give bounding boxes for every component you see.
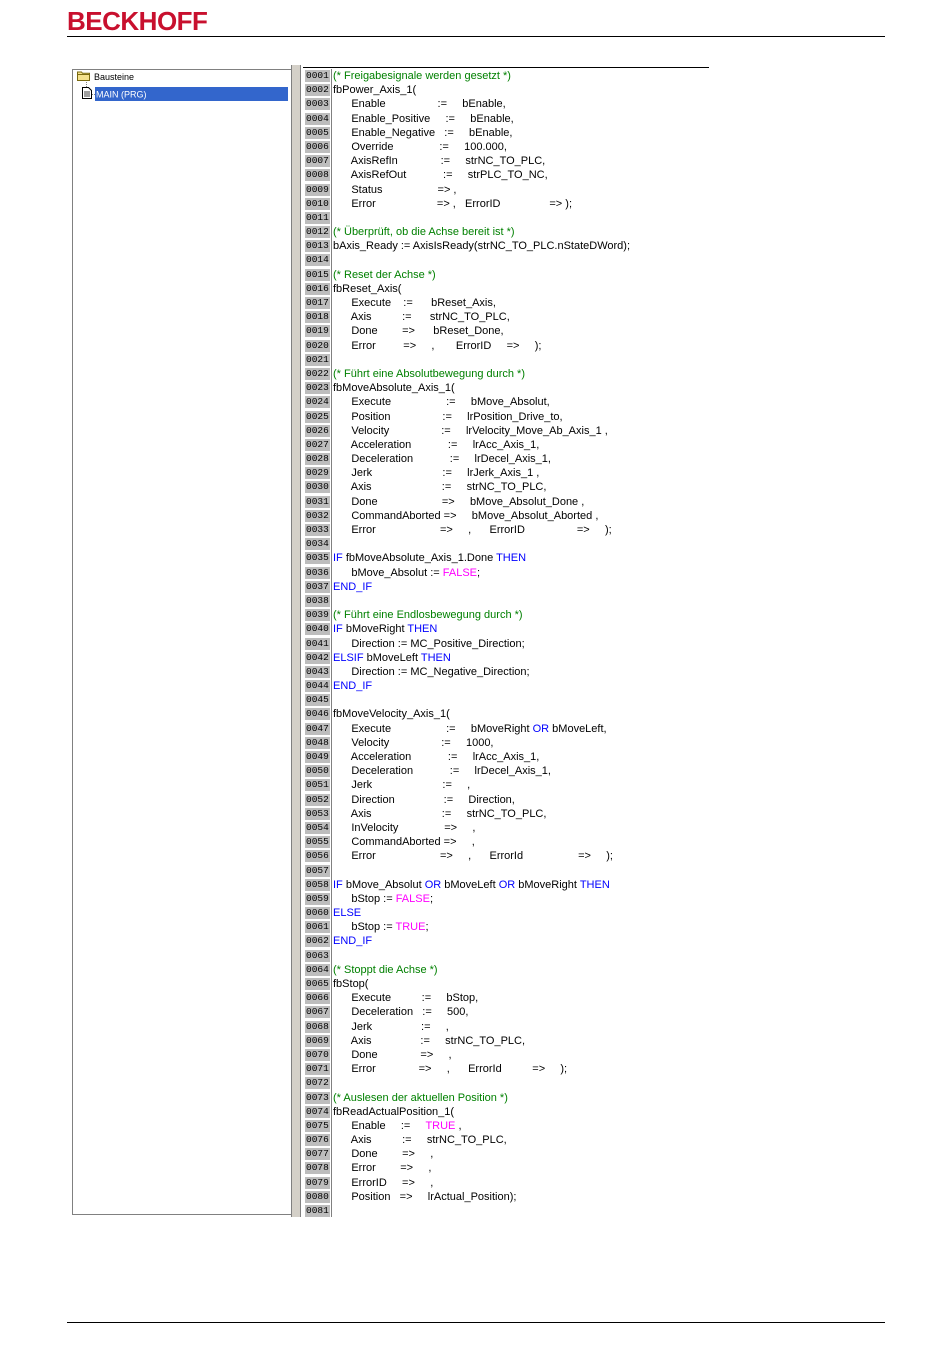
line-number: 0056 xyxy=(306,850,329,862)
line-number: 0019 xyxy=(306,325,329,337)
code-text: ErrorID => , xyxy=(333,1176,434,1189)
line-number: 0061 xyxy=(306,921,329,933)
footer-rule xyxy=(67,1322,885,1323)
code-text: Done => , xyxy=(333,1048,452,1061)
code-text: Direction := MC_Negative_Direction; xyxy=(333,665,530,678)
line-number: 0001 xyxy=(306,70,329,81)
code-text: Error => , ErrorID => ); xyxy=(333,197,572,210)
line-number: 0057 xyxy=(306,864,329,876)
line-number: 0040 xyxy=(306,623,329,635)
line-number: 0011 xyxy=(306,211,329,223)
line-number: 0058 xyxy=(306,878,329,890)
line-number: 0078 xyxy=(306,1162,329,1174)
code-text: IF bMove_Absolut OR bMoveLeft OR bMoveRight THEN xyxy=(333,878,610,891)
line-number: 0023 xyxy=(306,382,329,394)
code-text: Override := 100.000, xyxy=(333,140,507,153)
line-number: 0077 xyxy=(306,1148,329,1160)
code-text: Axis := strNC_TO_PLC, xyxy=(333,481,547,494)
line-number: 0071 xyxy=(306,1063,329,1075)
code-comment: (* Überprüft, ob die Achse bereit ist *) xyxy=(333,226,515,239)
code-text: Execute := bStop, xyxy=(333,992,479,1005)
code-text: Jerk := lrJerk_Axis_1 , xyxy=(333,467,540,480)
line-number: 0017 xyxy=(306,297,329,308)
line-number: 0029 xyxy=(306,467,329,479)
line-number: 0024 xyxy=(306,396,329,408)
code-text: IF fbMoveAbsolute_Axis_1.Done THEN xyxy=(333,552,527,565)
line-number: 0003 xyxy=(306,98,329,110)
line-number: 0045 xyxy=(306,694,329,706)
code-text: Done => bMove_Absolut_Done , xyxy=(333,495,585,508)
code-text: fbMoveVelocity_Axis_1( xyxy=(333,708,450,721)
line-number: 0035 xyxy=(306,552,329,564)
line-number: 0009 xyxy=(306,183,329,195)
code-text: Error => , ErrorId => ); xyxy=(333,1063,568,1076)
code-comment: (* Stoppt die Achse *) xyxy=(333,963,438,976)
code-text: Direction := Direction, xyxy=(333,793,515,806)
code-text: Error => , ErrorID => ); xyxy=(333,339,542,352)
code-text: Done => bReset_Done, xyxy=(333,325,504,338)
line-number: 0079 xyxy=(306,1176,329,1188)
code-text: ELSIF bMoveLeft THEN xyxy=(333,651,451,664)
code-text: Position => lrActual_Position); xyxy=(333,1190,517,1203)
line-number: 0060 xyxy=(306,907,329,919)
line-number: 0074 xyxy=(306,1105,329,1117)
line-number: 0036 xyxy=(306,566,329,578)
tree-node-label: Bausteine xyxy=(94,72,135,82)
code-text: CommandAborted => , xyxy=(333,836,475,849)
code-text: Acceleration := lrAcc_Axis_1, xyxy=(333,438,540,451)
line-number: 0055 xyxy=(306,836,329,848)
line-number: 0049 xyxy=(306,751,329,762)
code-text: END_IF xyxy=(333,580,373,593)
line-number: 0025 xyxy=(306,410,329,422)
line-number: 0048 xyxy=(306,736,329,748)
line-number: 0007 xyxy=(306,155,329,167)
code-text: Velocity := 1000, xyxy=(333,736,494,749)
code-text: Deceleration := 500, xyxy=(333,1006,469,1019)
tree-node-main-prg[interactable] xyxy=(95,87,288,101)
code-text: fbMoveAbsolute_Axis_1( xyxy=(333,382,455,395)
code-text: ELSE xyxy=(333,907,362,920)
line-number: 0052 xyxy=(306,793,329,805)
code-comment: (* Führt eine Endlosbewegung durch *) xyxy=(333,609,523,622)
line-number: 0012 xyxy=(306,226,329,238)
code-text: Execute := bMove_Absolut, xyxy=(333,396,550,409)
code-text: END_IF xyxy=(333,680,373,693)
code-comment: (* Führt eine Absolutbewegung durch *) xyxy=(333,367,526,380)
line-number: 0008 xyxy=(306,169,329,181)
line-number: 0080 xyxy=(306,1190,329,1202)
code-editor[interactable] xyxy=(303,67,713,1217)
line-number: 0064 xyxy=(306,963,329,975)
code-text: AxisRefIn := strNC_TO_PLC, xyxy=(333,155,546,168)
code-text: IF bMoveRight THEN xyxy=(333,623,438,636)
code-comment: (* Freigabesignale werden gesetzt *) xyxy=(333,70,511,82)
line-number: 0027 xyxy=(306,438,329,450)
code-text: Axis := strNC_TO_PLC, xyxy=(333,311,510,324)
line-number: 0054 xyxy=(306,821,329,833)
line-number: 0033 xyxy=(306,524,329,535)
line-number: 0053 xyxy=(306,807,329,819)
line-number: 0062 xyxy=(306,935,329,947)
line-number: 0041 xyxy=(306,637,329,649)
code-text: Position := lrPosition_Drive_to, xyxy=(333,410,563,423)
code-text: Jerk := , xyxy=(333,1020,449,1033)
line-number: 0020 xyxy=(306,339,329,351)
code-text: fbPower_Axis_1( xyxy=(333,84,417,97)
line-number: 0065 xyxy=(306,978,329,989)
code-text: Execute := bMoveRight OR bMoveLeft, xyxy=(333,722,607,735)
code-text: Axis := strNC_TO_PLC, xyxy=(333,807,547,820)
line-number: 0069 xyxy=(306,1034,329,1046)
gutter-separator xyxy=(331,69,332,1217)
code-comment: (* Auslesen der aktuellen Position *) xyxy=(333,1091,508,1104)
beckhoff-logo: BECKHOFF xyxy=(67,6,208,36)
line-number: 0006 xyxy=(306,140,329,152)
line-number: 0050 xyxy=(306,765,329,777)
header-rule xyxy=(67,36,885,37)
line-number: 0039 xyxy=(306,609,329,621)
code-text: CommandAborted => bMove_Absolut_Aborted , xyxy=(333,509,599,522)
line-number: 0034 xyxy=(306,538,329,550)
code-comment: (* Reset der Achse *) xyxy=(333,268,436,281)
line-number: 0042 xyxy=(306,651,329,663)
pou-tree-frame xyxy=(72,69,292,1215)
code-text: Jerk := , xyxy=(333,779,471,792)
line-number: 0038 xyxy=(306,594,329,606)
document-icon xyxy=(82,87,92,103)
line-number: 0070 xyxy=(306,1048,329,1060)
line-number: 0002 xyxy=(306,84,329,96)
line-number: 0030 xyxy=(306,481,329,493)
line-number: 0028 xyxy=(306,453,329,465)
line-number: 0063 xyxy=(306,949,329,961)
line-number: 0076 xyxy=(306,1134,329,1146)
line-number: 0047 xyxy=(306,722,329,734)
line-number: 0018 xyxy=(306,311,329,323)
code-text: InVelocity => , xyxy=(333,821,476,834)
code-text: fbStop( xyxy=(333,978,369,990)
line-number: 0010 xyxy=(306,197,329,209)
code-text: Error => , xyxy=(333,1162,432,1175)
line-number: 0043 xyxy=(306,665,329,677)
line-number: 0068 xyxy=(306,1020,329,1032)
line-number: 0067 xyxy=(306,1006,329,1018)
line-number: 0016 xyxy=(306,282,329,294)
code-text: bStop := TRUE; xyxy=(333,921,429,934)
pou-tree-panel xyxy=(67,65,295,1217)
line-number: 0081 xyxy=(306,1205,329,1216)
code-text: Enable := TRUE , xyxy=(333,1119,462,1132)
code-text: Error => , ErrorId => ); xyxy=(333,850,613,863)
code-text: bMove_Absolut := FALSE; xyxy=(333,566,481,579)
code-text: fbReset_Axis( xyxy=(333,282,402,295)
line-number: 0066 xyxy=(306,992,329,1004)
code-text: Axis := strNC_TO_PLC, xyxy=(333,1134,507,1147)
code-text: Execute := bReset_Axis, xyxy=(333,297,496,309)
plc-editor-screenshot xyxy=(67,65,717,1217)
line-number: 0026 xyxy=(306,424,329,436)
line-number: 0004 xyxy=(306,112,329,124)
code-text: Acceleration := lrAcc_Axis_1, xyxy=(333,751,540,763)
code-text: Error => , ErrorID => ); xyxy=(333,524,612,536)
code-text: Done => , xyxy=(333,1148,434,1161)
line-number: 0021 xyxy=(306,353,329,365)
line-number: 0014 xyxy=(306,254,329,266)
tree-node-label: MAIN (PRG) xyxy=(96,89,147,100)
code-text: Velocity := lrVelocity_Move_Ab_Axis_1 , xyxy=(333,424,608,437)
code-text: Enable_Positive := bEnable, xyxy=(333,112,514,125)
line-number: 0072 xyxy=(306,1077,329,1089)
code-text: bAxis_Ready := AxisIsReady(strNC_TO_PLC.nStateDWord); xyxy=(333,240,631,253)
line-number: 0037 xyxy=(306,580,329,592)
editor-top-rule xyxy=(303,67,709,68)
code-text: fbReadActualPosition_1( xyxy=(333,1105,455,1118)
code-text: Deceleration := lrDecel_Axis_1, xyxy=(333,765,551,778)
code-text: END_IF xyxy=(333,935,373,948)
line-number: 0032 xyxy=(306,509,329,521)
code-text: Axis := strNC_TO_PLC, xyxy=(333,1034,526,1047)
code-text: Direction := MC_Positive_Direction; xyxy=(333,637,525,650)
code-text: Enable_Negative := bEnable, xyxy=(333,126,513,139)
code-text: Status => , xyxy=(333,183,457,196)
line-number: 0059 xyxy=(306,892,329,904)
pane-splitter[interactable] xyxy=(291,65,301,1217)
line-number: 0044 xyxy=(306,680,329,692)
line-number: 0022 xyxy=(306,367,329,379)
line-number: 0031 xyxy=(306,495,329,507)
line-number: 0013 xyxy=(306,240,329,252)
code-text: Enable := bEnable, xyxy=(333,98,506,111)
line-number: 0051 xyxy=(306,779,329,791)
line-number: 0046 xyxy=(306,708,329,720)
code-text: bStop := FALSE; xyxy=(333,892,433,905)
line-number: 0005 xyxy=(306,126,329,138)
code-text: AxisRefOut := strPLC_TO_NC, xyxy=(333,169,548,182)
code-text: Deceleration := lrDecel_Axis_1, xyxy=(333,453,551,466)
line-number: 0015 xyxy=(306,268,329,280)
line-number: 0075 xyxy=(306,1119,329,1131)
line-number: 0073 xyxy=(306,1091,329,1103)
